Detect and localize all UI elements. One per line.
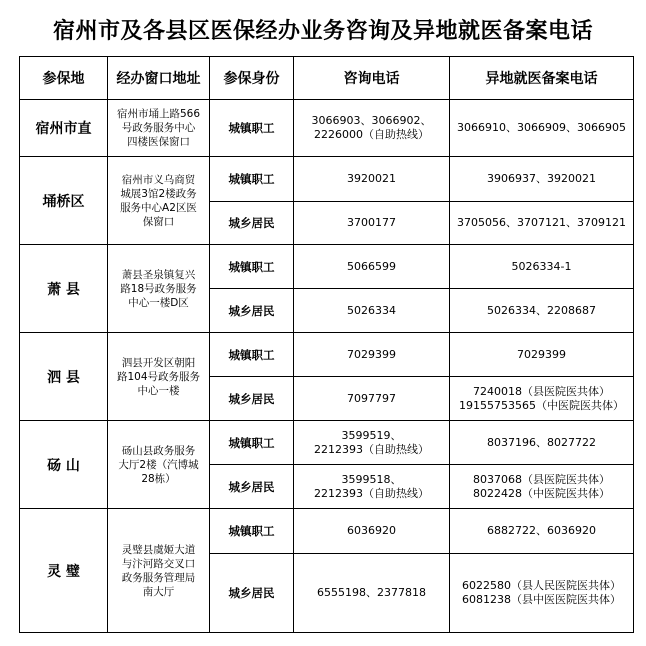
consult-phone-cell-line: 3700177 [347,216,396,229]
consult-phone-cell [294,333,450,377]
record-phone-cell [450,245,634,289]
address-cell-line: 保窗口 [142,215,175,228]
record-phone-cell-line: 5026334-1 [511,259,572,273]
address-cell-line: 泗县开发区朝阳 [121,356,196,369]
address-cell-line: 砀山县政务服务 [121,444,196,457]
consult-phone-cell [294,377,450,421]
address-cell-line: 路18号政务服务 [120,282,197,295]
header-record: 异地就医备案电话 [450,57,634,100]
consult-phone-cell [294,554,450,633]
address-cell-line: 宿州市义乌商贸 [121,173,196,186]
address-cell-line: 四楼医保窗口 [127,136,190,148]
consult-phone-cell-line: 3066903、3066902、 [311,114,432,127]
address-cell-line: 大厅2楼（汽博城 [118,458,199,471]
record-phone-cell-line: 6022580（县人民医院医共体） [462,579,621,592]
consult-phone-cell [294,421,450,465]
consult-phone-cell-line: 3599519、 [341,428,402,442]
address-cell-line: 与汴河路交叉口 [121,557,196,570]
table-body [20,100,634,633]
area-cell: 萧 县 [20,245,108,333]
record-phone-cell [450,333,634,377]
identity-cell: 城乡居民 [210,554,294,633]
record-phone-cell-line: 8022428（中医院医共体） [473,486,610,500]
record-phone-cell-line: 7029399 [517,347,566,361]
table-row [20,421,634,465]
consult-phone-cell-line: 5026334 [347,303,396,317]
consult-phone-cell [294,465,450,509]
area-cell: 泗 县 [20,333,108,421]
consult-phone-cell-line: 6036920 [347,524,396,537]
table-row [20,245,634,289]
consult-phone-cell-line: 7097797 [347,391,396,405]
address-cell [108,100,210,157]
identity-cell: 城乡居民 [210,377,294,421]
table-row [20,157,634,202]
page-title: 宿州市及各县区医保经办业务咨询及异地就医备案电话 [52,18,593,44]
consult-phone-cell-line: 5066599 [347,259,396,273]
record-phone-cell-line: 8037196、8027722 [487,435,596,449]
record-phone-cell [450,421,634,465]
record-phone-cell [450,377,634,421]
header-area: 参保地 [20,57,108,100]
record-phone-cell-line: 3705056、3707121、3709121 [457,216,626,229]
contact-table [19,56,634,633]
address-cell-line: 号政务服务中心 [121,122,196,134]
address-cell [108,509,210,633]
identity-cell: 城镇职工 [210,509,294,554]
address-cell-line: 28栋） [141,472,176,485]
record-phone-cell-line: 19155753565（中医院医共体） [459,398,624,412]
consult-phone-cell-line: 2212393（自助热线） [314,486,429,500]
address-cell-line: 路104号政务服务 [116,370,201,383]
area-cell: 埇桥区 [20,157,108,245]
header-consult: 咨询电话 [294,57,450,100]
identity-cell: 城镇职工 [210,157,294,202]
area-cell: 宿州市直 [20,100,108,157]
record-phone-cell-line: 8037068（县医院医共体） [473,472,610,486]
consult-phone-cell [294,245,450,289]
consult-phone-cell [294,157,450,202]
address-cell-line: 政务服务管理局 [121,571,196,584]
identity-cell: 城乡居民 [210,289,294,333]
address-cell-line: 宿州市埇上路566 [116,108,201,120]
address-cell-line: 服务中心A2区医 [120,201,197,214]
consult-phone-cell [294,289,450,333]
address-cell-line: 中心一楼D区 [128,296,189,309]
identity-cell: 城镇职工 [210,245,294,289]
area-cell: 砀 山 [20,421,108,509]
record-phone-cell-line: 7240018（县医院医共体） [473,384,610,398]
consult-phone-cell-line: 2226000（自助热线） [314,128,429,141]
table-row [20,100,634,157]
identity-cell: 城镇职工 [210,100,294,157]
record-phone-cell [450,202,634,245]
address-cell [108,157,210,245]
identity-cell: 城乡居民 [210,202,294,245]
record-phone-cell-line: 3906937、3920021 [487,172,596,185]
identity-cell: 城乡居民 [210,465,294,509]
consult-phone-cell-line: 3599518、 [341,472,402,486]
address-cell [108,421,210,509]
address-cell-line: 城展3馆2楼政务 [120,187,197,200]
consult-phone-cell [294,202,450,245]
table-row [20,509,634,554]
address-cell-line: 灵璧县虞姬大道 [121,543,196,556]
header-address: 经办窗口地址 [108,57,210,100]
area-cell: 灵 璧 [20,509,108,633]
consult-phone-cell [294,509,450,554]
record-phone-cell [450,509,634,554]
record-phone-cell [450,157,634,202]
consult-phone-cell-line: 6555198、2377818 [317,586,426,599]
record-phone-cell-line: 5026334、2208687 [487,303,596,317]
record-phone-cell-line: 3066910、3066909、3066905 [457,121,626,134]
record-phone-cell [450,554,634,633]
consult-phone-cell-line: 3920021 [347,172,396,185]
record-phone-cell-line: 6882722、6036920 [487,524,596,537]
address-cell-line: 南大厅 [142,585,175,598]
header-identity: 参保身份 [210,57,294,100]
address-cell [108,333,210,421]
record-phone-cell [450,465,634,509]
consult-phone-cell [294,100,450,157]
address-cell-line: 萧县圣泉镇复兴 [121,268,196,281]
table-row [20,333,634,377]
record-phone-cell-line: 6081238（县中医医院医共体） [462,593,621,606]
identity-cell: 城镇职工 [210,421,294,465]
identity-cell: 城镇职工 [210,333,294,377]
consult-phone-cell-line: 7029399 [347,347,396,361]
header-row [20,57,634,100]
consult-phone-cell-line: 2212393（自助热线） [314,442,429,456]
address-cell [108,245,210,333]
address-cell-line: 中心一楼 [137,384,180,397]
record-phone-cell [450,100,634,157]
record-phone-cell [450,289,634,333]
